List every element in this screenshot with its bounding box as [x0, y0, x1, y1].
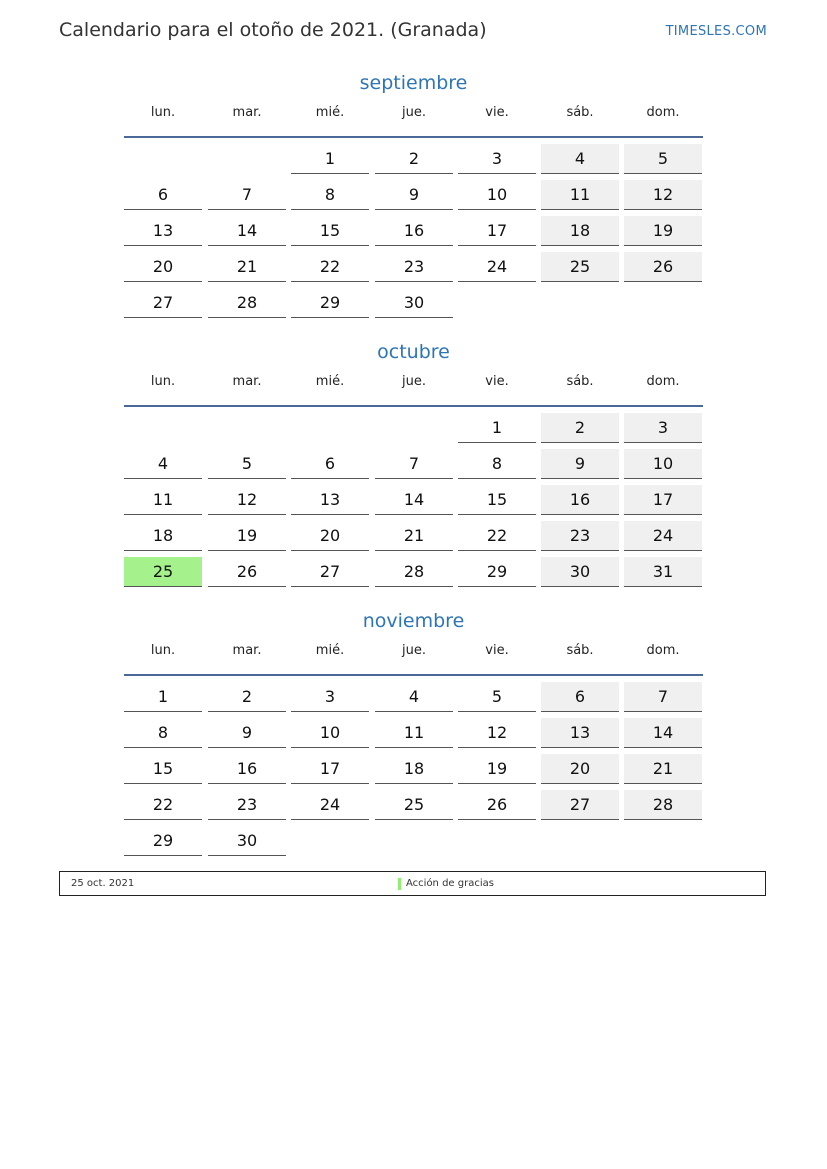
- day-cell: 20: [541, 754, 619, 784]
- day-cell: 13: [124, 216, 202, 246]
- day-cell: 11: [541, 180, 619, 210]
- page-title: Calendario para el otoño de 2021. (Granada): [59, 19, 487, 41]
- day-cell: 13: [541, 718, 619, 748]
- day-cell: 25: [541, 252, 619, 282]
- day-cell: 25: [124, 557, 202, 587]
- day-cell: 16: [375, 216, 453, 246]
- day-cell: 17: [624, 485, 702, 515]
- day-cell: 30: [541, 557, 619, 587]
- day-cell: 26: [458, 790, 536, 820]
- day-cell: 7: [208, 180, 286, 210]
- brand-link[interactable]: TIMESLES.COM: [665, 24, 767, 39]
- day-cell: 17: [291, 754, 369, 784]
- weekday-label: lun.: [150, 374, 176, 389]
- day-cell: 19: [458, 754, 536, 784]
- weekday-label: sáb.: [566, 105, 594, 120]
- day-cell: 26: [624, 252, 702, 282]
- day-cell: 18: [375, 754, 453, 784]
- day-cell: 18: [541, 216, 619, 246]
- day-grid: [124, 676, 703, 856]
- weekday-label: jue.: [402, 643, 426, 658]
- weekday-header: [124, 103, 703, 138]
- day-cell: 1: [458, 413, 536, 443]
- day-cell: 28: [208, 288, 286, 318]
- day-cell: 9: [375, 180, 453, 210]
- day-cell: 9: [208, 718, 286, 748]
- weekday-label: dom.: [646, 105, 680, 120]
- day-cell: 8: [124, 718, 202, 748]
- day-cell: 20: [124, 252, 202, 282]
- day-cell: 9: [541, 449, 619, 479]
- day-cell: 29: [458, 557, 536, 587]
- weekday-label: mié.: [315, 643, 345, 658]
- weekday-label: dom.: [646, 643, 680, 658]
- day-cell: 24: [291, 790, 369, 820]
- day-cell: 21: [208, 252, 286, 282]
- day-cell: 16: [541, 485, 619, 515]
- day-cell: 21: [375, 521, 453, 551]
- weekday-label: mar.: [232, 105, 262, 120]
- day-cell: 8: [458, 449, 536, 479]
- day-cell: 15: [291, 216, 369, 246]
- month-october: [124, 339, 703, 587]
- month-title: noviembre: [362, 610, 465, 632]
- weekday-label: jue.: [402, 105, 426, 120]
- month-september: [124, 70, 703, 318]
- weekday-label: lun.: [150, 643, 176, 658]
- month-november: [124, 608, 703, 856]
- day-cell: 15: [458, 485, 536, 515]
- day-cell: 14: [208, 216, 286, 246]
- day-cell: 7: [375, 449, 453, 479]
- day-cell: 25: [375, 790, 453, 820]
- day-cell: 11: [375, 718, 453, 748]
- day-cell: 14: [375, 485, 453, 515]
- month-title: septiembre: [359, 72, 468, 94]
- day-cell: 5: [624, 144, 702, 174]
- day-cell: 11: [124, 485, 202, 515]
- weekday-label: lun.: [150, 105, 176, 120]
- day-cell: 15: [124, 754, 202, 784]
- day-cell: 17: [458, 216, 536, 246]
- day-cell: 30: [375, 288, 453, 318]
- day-cell: 27: [124, 288, 202, 318]
- weekday-label: mié.: [315, 105, 345, 120]
- day-cell: 3: [624, 413, 702, 443]
- day-cell: 6: [291, 449, 369, 479]
- day-cell: 7: [624, 682, 702, 712]
- day-cell: 13: [291, 485, 369, 515]
- weekday-label: mié.: [315, 374, 345, 389]
- day-cell: 4: [375, 682, 453, 712]
- day-cell: 1: [291, 144, 369, 174]
- day-cell: 27: [291, 557, 369, 587]
- day-cell: 23: [375, 252, 453, 282]
- weekday-label: dom.: [646, 374, 680, 389]
- day-cell: 29: [291, 288, 369, 318]
- day-cell: 18: [124, 521, 202, 551]
- day-cell: 4: [124, 449, 202, 479]
- weekday-label: vie.: [485, 374, 509, 389]
- day-cell: 28: [624, 790, 702, 820]
- weekday-header: [124, 641, 703, 676]
- day-cell: 22: [291, 252, 369, 282]
- day-cell: 3: [458, 144, 536, 174]
- day-cell: 12: [624, 180, 702, 210]
- day-cell: 28: [375, 557, 453, 587]
- day-cell: 12: [458, 718, 536, 748]
- day-cell: 24: [458, 252, 536, 282]
- day-cell: 22: [124, 790, 202, 820]
- day-cell: 2: [208, 682, 286, 712]
- legend-holiday-name: Acción de gracias: [406, 878, 494, 889]
- weekday-label: mar.: [232, 374, 262, 389]
- day-grid: [124, 138, 703, 318]
- day-cell: 14: [624, 718, 702, 748]
- day-cell: 30: [208, 826, 286, 856]
- weekday-label: vie.: [485, 643, 509, 658]
- day-cell: 19: [208, 521, 286, 551]
- day-cell: 10: [624, 449, 702, 479]
- holiday-legend: [59, 871, 766, 896]
- legend-marker: [398, 878, 401, 890]
- day-cell: 26: [208, 557, 286, 587]
- day-cell: 19: [624, 216, 702, 246]
- weekday-header: [124, 372, 703, 407]
- day-cell: 6: [124, 180, 202, 210]
- day-cell: 2: [541, 413, 619, 443]
- weekday-label: jue.: [402, 374, 426, 389]
- day-cell: 23: [208, 790, 286, 820]
- month-title: octubre: [377, 341, 450, 363]
- day-cell: 8: [291, 180, 369, 210]
- day-cell: 20: [291, 521, 369, 551]
- day-cell: 3: [291, 682, 369, 712]
- day-grid: [124, 407, 703, 587]
- day-cell: 10: [458, 180, 536, 210]
- day-cell: 6: [541, 682, 619, 712]
- weekday-label: mar.: [232, 643, 262, 658]
- day-cell: 24: [624, 521, 702, 551]
- day-cell: 5: [458, 682, 536, 712]
- day-cell: 2: [375, 144, 453, 174]
- day-cell: 31: [624, 557, 702, 587]
- day-cell: 21: [624, 754, 702, 784]
- day-cell: 29: [124, 826, 202, 856]
- day-cell: 10: [291, 718, 369, 748]
- day-cell: 5: [208, 449, 286, 479]
- day-cell: 4: [541, 144, 619, 174]
- legend-date: 25 oct. 2021: [71, 878, 135, 889]
- day-cell: 27: [541, 790, 619, 820]
- day-cell: 22: [458, 521, 536, 551]
- day-cell: 16: [208, 754, 286, 784]
- weekday-label: vie.: [485, 105, 509, 120]
- weekday-label: sáb.: [566, 643, 594, 658]
- weekday-label: sáb.: [566, 374, 594, 389]
- day-cell: 12: [208, 485, 286, 515]
- day-cell: 1: [124, 682, 202, 712]
- day-cell: 23: [541, 521, 619, 551]
